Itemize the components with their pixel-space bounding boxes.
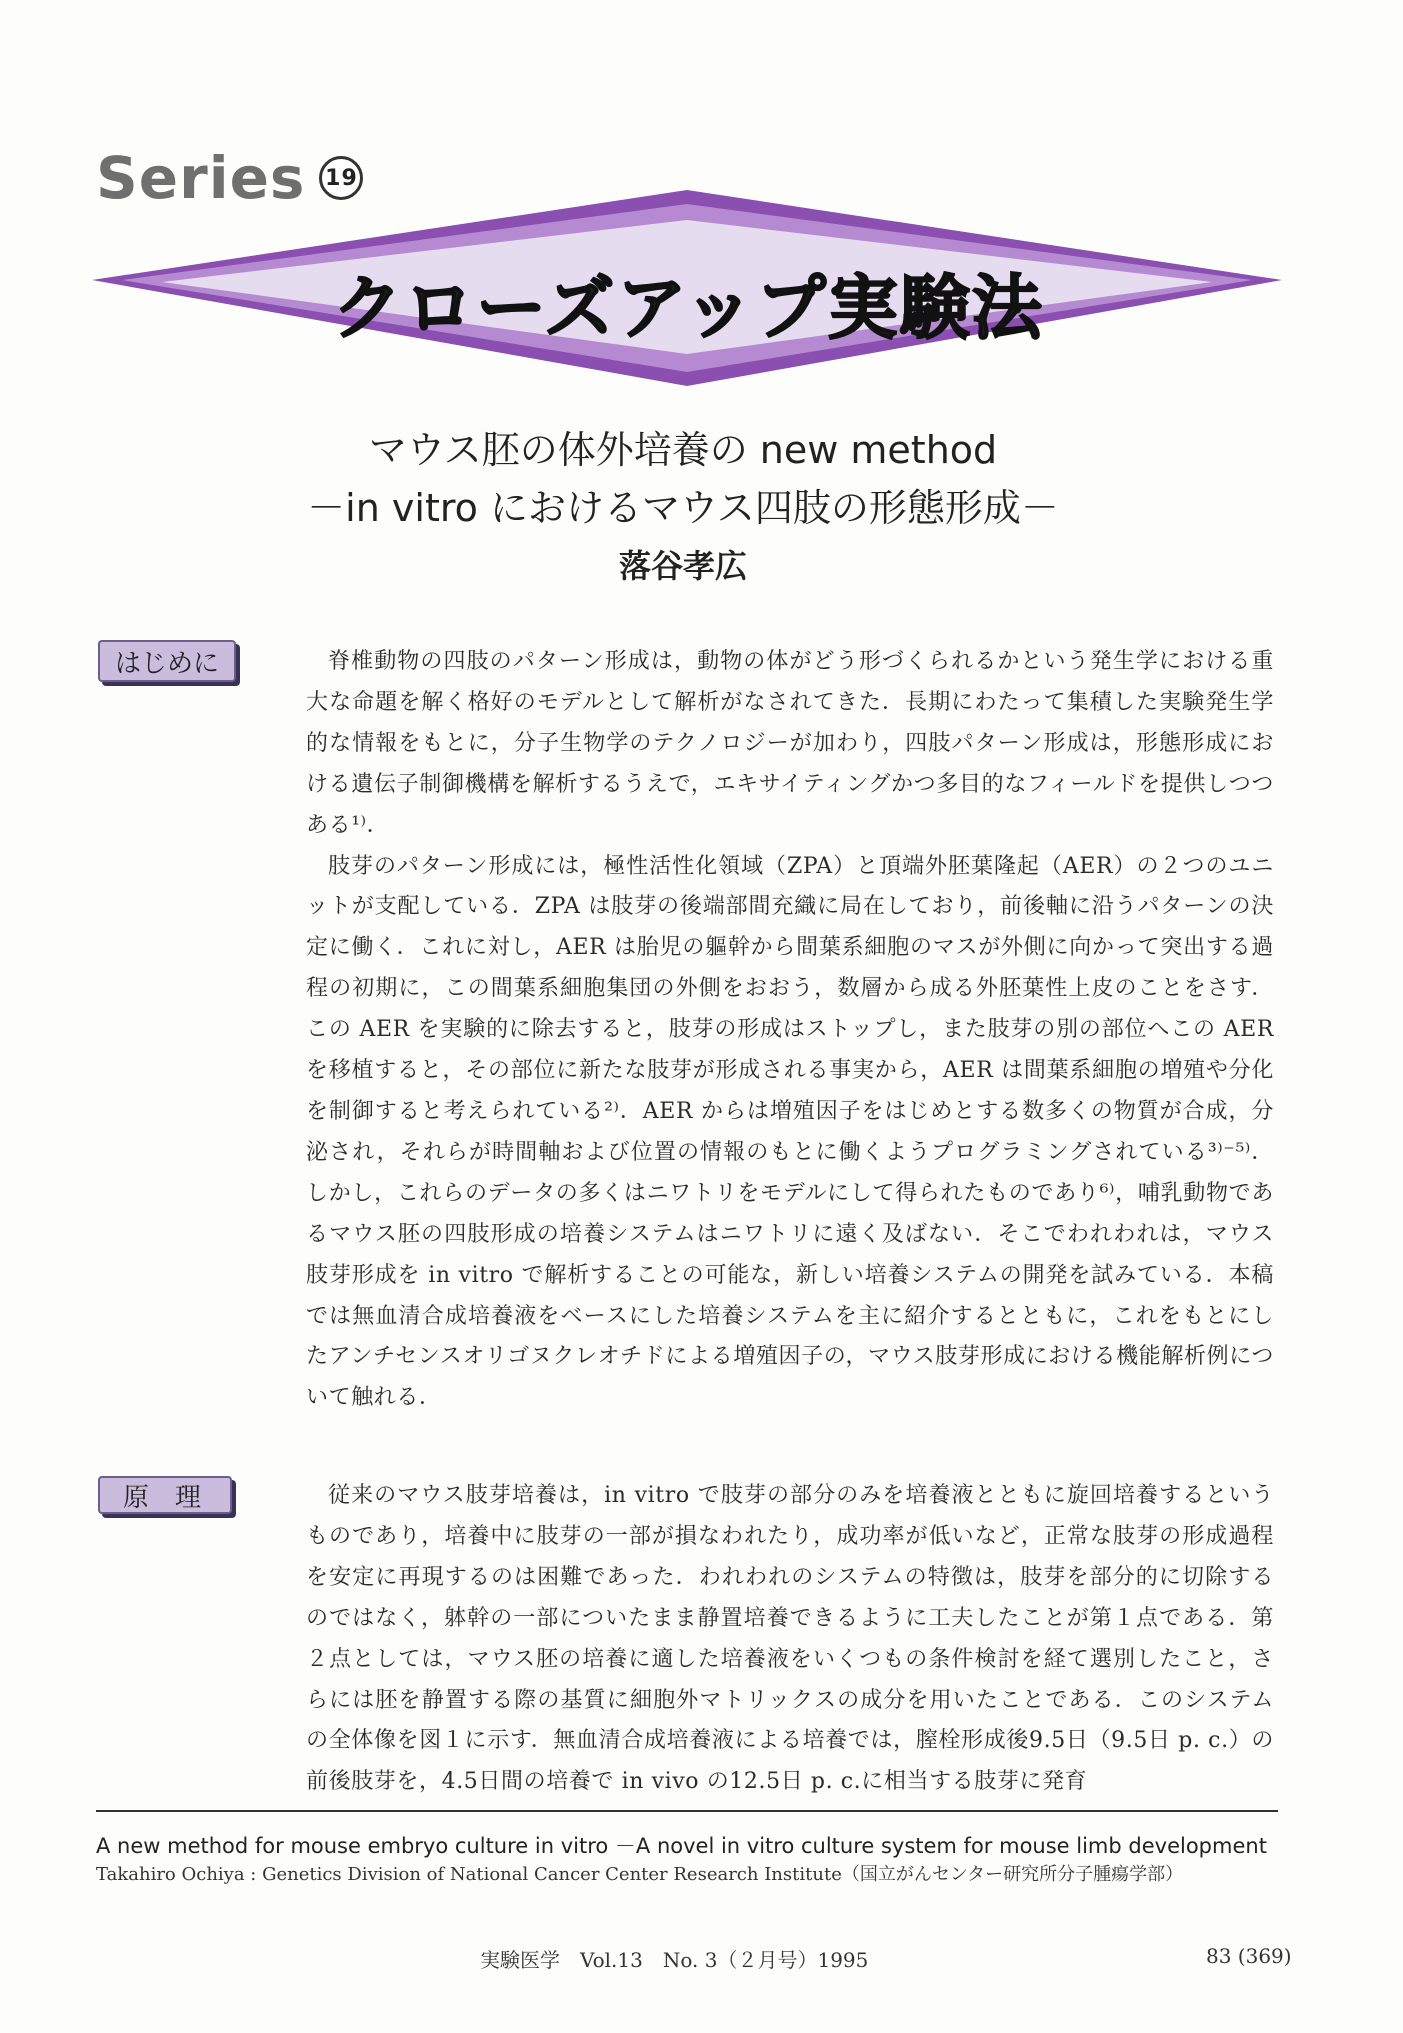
footer-rule	[96, 1810, 1278, 1812]
author-affiliation: Takahiro Ochiya : Genetics Division of National Cancer Center Research Institute（国立がんセンター研究所分子腫瘍学部）	[96, 1864, 1184, 1885]
section-label-intro: はじめに	[98, 640, 236, 682]
banner-title: クローズアップ実験法	[332, 267, 1044, 349]
principle-paragraph-1: 従来のマウス肢芽培養は，in vitro で肢芽の部分のみを培養液とともに旋回培養するというものであり，培養中に肢芽の一部が損なわれたり，成功率が低いなど，正常な肢芽の形成過程を安定に再現するのは困難であった．われわれのシステムの特徴は，肢芽を部分的に切除するのではなく，躰幹の一部についたまま静置培養できるように工夫したことが第１点である．第２点としては，マウス胚の培養に適した培養液をいくつもの条件検討を経て選別したこと，さらには胚を静置する際の基質に細胞外マトリックスの成分を用いたことである．このシステムの全体像を図１に示す．無血清合成培養液による培養では，膣栓形成後9.5日（9.5日 p. c.）の前後肢芽を，4.5日間の培養で in vivo の12.5日 p. c.に相当する肢芽に発育	[306, 1483, 1274, 1795]
section-principle-body	[306, 1476, 1274, 1803]
journal-citation: 実験医学 Vol.13 No. 3（２月号）1995	[480, 1948, 869, 1972]
article-author: 落谷孝広	[618, 547, 747, 585]
intro-paragraph-2: 肢芽のパターン形成には，極性活性化領域（ZPA）と頂端外胚葉隆起（AER）の２つのユニットが支配している．ZPA は肢芽の後端部間充織に局在しており，前後軸に沿うパターンの決定に働く．これに対し，AER は胎児の軀幹から間葉系細胞のマスが外側に向かって突出する過程の初期に，この間葉系細胞集団の外側をおおう，数層から成る外胚葉性上皮のことをさす．この AER を実験的に除去すると，肢芽の形成はストップし，また肢芽の別の部位へこの AER を移植すると，その部位に新たな肢芽が形成される事実から，AER は間葉系細胞の増殖や分化を制御すると考えられている²⁾．AER からは増殖因子をはじめとする数多くの物質が合成，分泌され，それらが時間軸および位置の情報のもとに働くようプログラミングされている³⁾⁻⁵⁾．しかし，これらのデータの多くはニワトリをモデルにして得られたものであり⁶⁾，哺乳動物であるマウス胚の四肢形成の培養システムはニワトリに遠く及ばない．そこでわれわれは，マウス肢芽形成を in vitro で解析することの可能な，新しい培養システムの開発を試みている．本稿では無血清合成培養液をベースにした培養システムを主に紹介するとともに，これをもとにしたアンチセンスオリゴヌクレオチドによる増殖因子の，マウス肢芽形成における機能解析例について触れる．	[306, 853, 1274, 1411]
section-label-principle: 原理	[98, 1476, 232, 1514]
series-label: Series	[96, 144, 306, 212]
article-title: マウス胚の体外培養の new method	[368, 428, 998, 472]
article-title-block	[0, 422, 1366, 594]
intro-paragraph-1: 脊椎動物の四肢のパターン形成は，動物の体がどう形づくられるかという発生学における重大な命題を解く格好のモデルとして解析がなされてきた．長期にわたって集積した実験発生学的な情報をもとに，分子生物学のテクノロジーが加わり，四肢パターン形成は，形態形成における遺伝子制御機構を解析するうえで，エキサイティングかつ多目的なフィールドを提供しつつある¹⁾．	[306, 649, 1274, 838]
section-intro-body	[306, 642, 1274, 1419]
article-subtitle: －in vitro におけるマウス四肢の形態形成－	[307, 486, 1059, 530]
series-number-badge: 19	[319, 156, 363, 200]
page-number: 83 (369)	[1206, 1944, 1292, 1968]
english-title: A new method for mouse embryo culture in vitro －A novel in vitro culture system for mouse limb development	[96, 1834, 1267, 1858]
